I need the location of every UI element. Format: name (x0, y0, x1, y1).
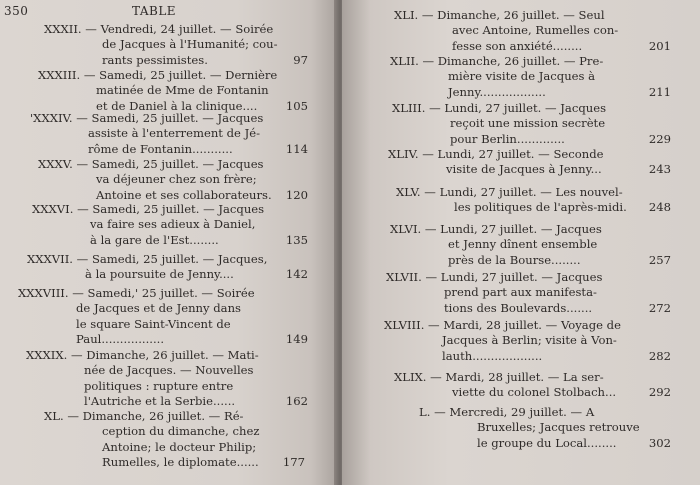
toc-entry-line: de Jacques à l'Humanité; cou- (102, 37, 278, 52)
toc-entry-heading: XL. — Dimanche, 26 juillet. — Ré- (44, 409, 244, 423)
toc-entry-xxxiii (38, 68, 308, 114)
toc-entry-xliii (392, 101, 671, 147)
toc-entry-line: tions des Boulevards....... (444, 300, 593, 315)
toc-entry-line: avec Antoine, Rumelles con- (452, 23, 619, 38)
toc-entry-line: née de Jacques. — Nouvelles (84, 363, 254, 378)
toc-entry-line: à la poursuite de Jenny.... (85, 267, 234, 282)
toc-entry-xxxiv (30, 111, 308, 157)
toc-page-number: 243 (648, 162, 671, 177)
toc-page-number: 177 (282, 455, 305, 470)
toc-entry-line: de Jacques et de Jenny dans (76, 301, 242, 316)
toc-entry-xlii (390, 54, 671, 100)
toc-page-number: 114 (285, 141, 308, 156)
toc-entry-l (419, 405, 671, 451)
toc-entry-line: rants pessimistes. (102, 52, 208, 67)
toc-entry-heading: L. — Mercredi, 29 juillet. — A (419, 405, 595, 419)
toc-entry-xlv (396, 185, 671, 216)
toc-entry-line: à la gare de l'Est........ (90, 232, 219, 247)
toc-page-number: 201 (648, 38, 671, 53)
toc-entry-line: pour Berlin............. (450, 131, 565, 146)
toc-entry-line: Rumelles, le diplomate...... (102, 455, 259, 470)
toc-page-number: 292 (648, 385, 671, 400)
toc-entry-line: politiques : rupture entre (84, 378, 234, 393)
toc-entry-line: fesse son anxiété........ (452, 38, 583, 53)
toc-page-number: 229 (648, 131, 671, 146)
toc-entry-xli (394, 8, 671, 54)
toc-entry-xxxix (26, 348, 308, 410)
toc-entry-line: le groupe du Local........ (477, 435, 617, 450)
toc-page-number: 162 (285, 394, 308, 409)
toc-entry-xlviii (384, 318, 671, 364)
toc-entry-line: reçoit une mission secrète (450, 116, 606, 131)
toc-entry-heading: XLI. — Dimanche, 26 juillet. — Seul (394, 8, 605, 22)
toc-entry-line: ception du dimanche, chez (102, 424, 260, 439)
toc-page-number: 257 (648, 252, 671, 267)
toc-entry-line: Jacques à Berlin; visite à Von- (442, 333, 617, 348)
toc-entry-line: les politiques de l'après-midi. (454, 200, 627, 215)
toc-entry-line: viette du colonel Stolbach... (452, 385, 617, 400)
right-page (342, 0, 700, 485)
toc-entry-line: Antoine et ses collaborateurs. (96, 187, 272, 202)
toc-entry-heading: XXXV. — Samedi, 25 juillet. — Jacques (38, 157, 264, 171)
toc-entry-line: près de la Bourse........ (448, 252, 581, 267)
toc-entry-xlvi (390, 222, 671, 268)
toc-entry-heading: XLIX. — Mardi, 28 juillet. — La ser- (394, 370, 604, 384)
toc-entry-line: Paul................. (76, 332, 165, 347)
toc-entry-line: prend part aux manifesta- (444, 285, 597, 300)
toc-entry-line: rôme de Fontanin........... (88, 141, 233, 156)
left-page (0, 0, 338, 485)
left-toc-list (0, 0, 338, 485)
toc-page-number: 248 (648, 200, 671, 215)
toc-entry-heading: XLIII. — Lundi, 27 juillet. — Jacques (392, 101, 607, 115)
toc-page-number: 211 (648, 84, 671, 99)
toc-entry-heading: XLVII. — Lundi, 27 juillet. — Jacques (386, 270, 603, 284)
toc-entry-line: Jenny.................. (448, 84, 546, 99)
toc-entry-xxxvii (27, 252, 308, 283)
toc-entry-heading: XLVIII. — Mardi, 28 juillet. — Voyage de (384, 318, 621, 332)
toc-entry-xl (44, 409, 305, 471)
toc-entry-line: matinée de Mme de Fontanin (96, 83, 269, 98)
toc-entry-heading: XLIV. — Lundi, 27 juillet. — Seconde (388, 147, 604, 161)
page-number: 350 (4, 4, 29, 18)
right-toc-list (342, 0, 700, 485)
toc-entry-xxxii (44, 22, 308, 68)
toc-entry-line: va faire ses adieux à Daniel, (90, 217, 256, 232)
toc-entry-line: va déjeuner chez son frère; (96, 172, 257, 187)
toc-entry-line: le square Saint-Vincent de (76, 316, 231, 331)
toc-entry-line: lauth................... (442, 348, 543, 363)
toc-entry-heading: 'XXXIV. — Samedi, 25 juillet. — Jacques (30, 111, 264, 125)
toc-entry-xliv (388, 147, 671, 178)
toc-entry-xlvii (386, 270, 671, 316)
toc-entry-line: Bruxelles; Jacques retrouve (477, 420, 640, 435)
toc-page-number: 272 (648, 300, 671, 315)
toc-entry-heading: XXXVI. — Samedi, 25 juillet. — Jacques (32, 202, 265, 216)
toc-entry-heading: XXXVIII. — Samedi,' 25 juillet. — Soirée (18, 286, 255, 300)
toc-entry-xxxvi (32, 202, 308, 248)
toc-entry-heading: XLVI. — Lundi, 27 juillet. — Jacques (390, 222, 602, 236)
toc-page-number: 135 (285, 232, 308, 247)
toc-page-number: 282 (648, 348, 671, 363)
toc-entry-heading: XXXII. — Vendredi, 24 juillet. — Soirée (44, 22, 274, 36)
toc-entry-xlix (394, 370, 671, 401)
toc-entry-line: visite de Jacques à Jenny... (446, 162, 602, 177)
toc-entry-heading: XXXIII. — Samedi, 25 juillet. — Dernière (38, 68, 278, 82)
toc-page-number: 149 (285, 332, 308, 347)
toc-entry-heading: XXXIX. — Dimanche, 26 juillet. — Mati- (26, 348, 259, 362)
toc-entry-line: mière visite de Jacques à (448, 69, 596, 84)
toc-entry-line: Antoine; le docteur Philip; (102, 439, 257, 454)
toc-entry-heading: XLII. — Dimanche, 26 juillet. — Pre- (390, 54, 604, 68)
toc-page-number: 120 (285, 187, 308, 202)
running-head: TABLE (132, 4, 177, 18)
toc-entry-xxxviii (18, 286, 308, 348)
toc-entry-heading: XLV. — Lundi, 27 juillet. — Les nouvel- (396, 185, 623, 199)
toc-entry-line: et de Daniel à la clinique.... (96, 98, 258, 113)
toc-page-number: 142 (285, 267, 308, 282)
toc-entry-xxxv (38, 157, 308, 203)
toc-page-number: 302 (648, 435, 671, 450)
toc-page-number: 97 (293, 52, 308, 67)
toc-entry-line: assiste à l'enterrement de Jé- (88, 126, 261, 141)
toc-entry-line: et Jenny dînent ensemble (448, 237, 598, 252)
toc-page-number: 105 (285, 98, 308, 113)
toc-entry-line: l'Autriche et la Serbie...... (84, 394, 236, 409)
toc-entry-heading: XXXVII. — Samedi, 25 juillet. — Jacques, (27, 252, 268, 266)
